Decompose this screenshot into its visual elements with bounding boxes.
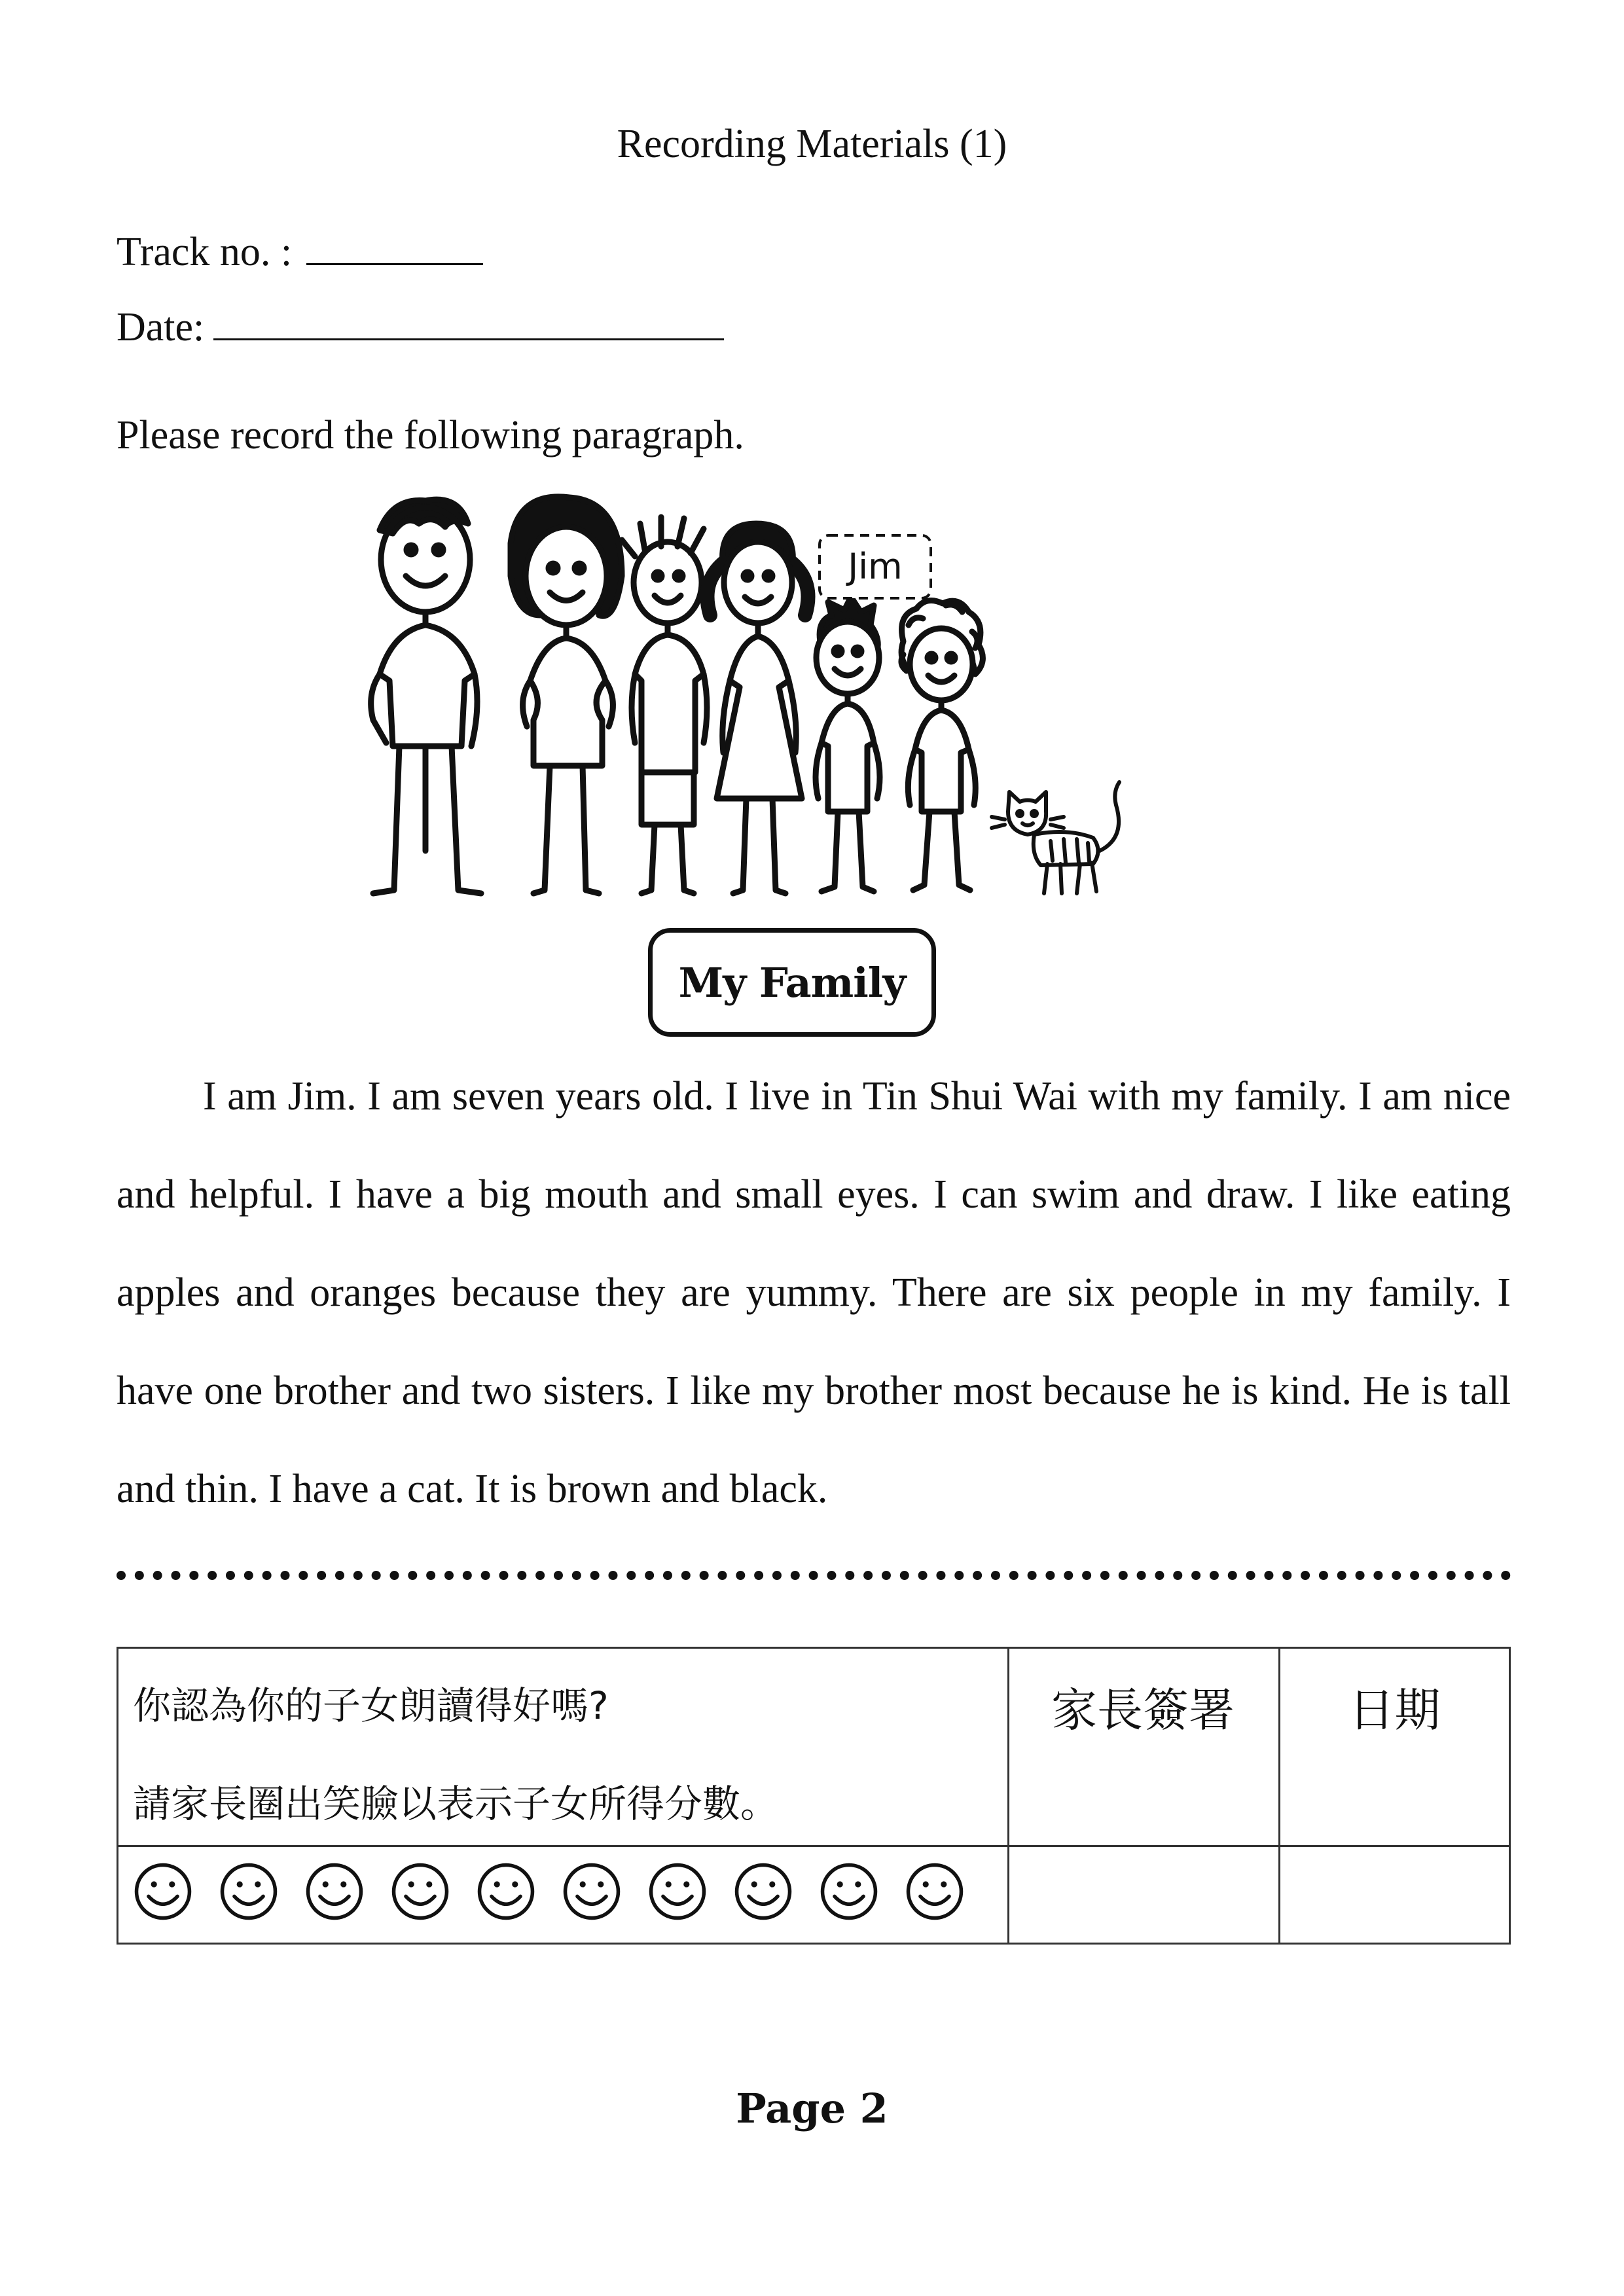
smiley-face-icon[interactable] [905, 1861, 965, 1922]
date-cell[interactable] [1280, 1847, 1509, 1943]
rating-question: 你認為你的子女朗讀得好嗎? [133, 1683, 609, 1728]
cat-figure [992, 782, 1119, 893]
smiley-face-icon[interactable] [562, 1861, 622, 1922]
smiley-face-icon[interactable] [219, 1861, 279, 1922]
page-number: Page 2 [736, 2085, 888, 2132]
family-illustration [353, 484, 1296, 929]
date-label: Date: [117, 305, 205, 350]
track-number-label: Track no. : [117, 230, 293, 274]
date-row [117, 304, 724, 351]
story-paragraph: I am Jim. I am seven years old. I live in Tin Shui Wai with my family. I am nice and helpful. I have a big mouth and small eyes. I can swim and draw. I like eating apples and oranges because they are yummy. There are six people in my family. I have one brother and two sisters. I like my brother most because he is kind. He is tall and thin. I have a cat. It is brown and black. [117, 1074, 1511, 1511]
mother-figure [511, 497, 622, 893]
story-title: My Family [678, 958, 906, 1007]
father-figure [371, 499, 481, 893]
parent-feedback-table [117, 1647, 1511, 1945]
page-title: Recording Materials (1) [617, 122, 1007, 166]
brother-figure [622, 517, 707, 893]
track-number-row [117, 229, 483, 276]
jim-figure [816, 597, 880, 891]
jim-name-tag: Jim [848, 546, 903, 587]
smiley-face-icon[interactable] [304, 1861, 365, 1922]
smiley-face-icon[interactable] [647, 1861, 708, 1922]
dotted-divider [117, 1571, 1511, 1580]
smiley-face-icon[interactable] [133, 1861, 193, 1922]
smiley-face-icon[interactable] [476, 1861, 536, 1922]
smiley-face-icon[interactable] [390, 1861, 450, 1922]
instruction-text: Please record the following paragraph. [117, 413, 744, 457]
younger-sister-figure [901, 601, 983, 891]
smiley-face-icon[interactable] [733, 1861, 793, 1922]
parent-signature-header: 家長簽署 [1051, 1683, 1235, 1737]
smiley-face-icon[interactable] [819, 1861, 879, 1922]
parent-signature-cell[interactable] [1009, 1847, 1276, 1943]
track-number-blank[interactable] [306, 262, 483, 265]
older-sister-figure [708, 524, 808, 893]
date-header: 日期 [1348, 1683, 1441, 1737]
rating-instruction: 請家長圈出笑臉以表示子女所得分數。 [133, 1782, 779, 1826]
story-title-box [648, 928, 936, 1037]
date-blank[interactable] [213, 338, 724, 340]
